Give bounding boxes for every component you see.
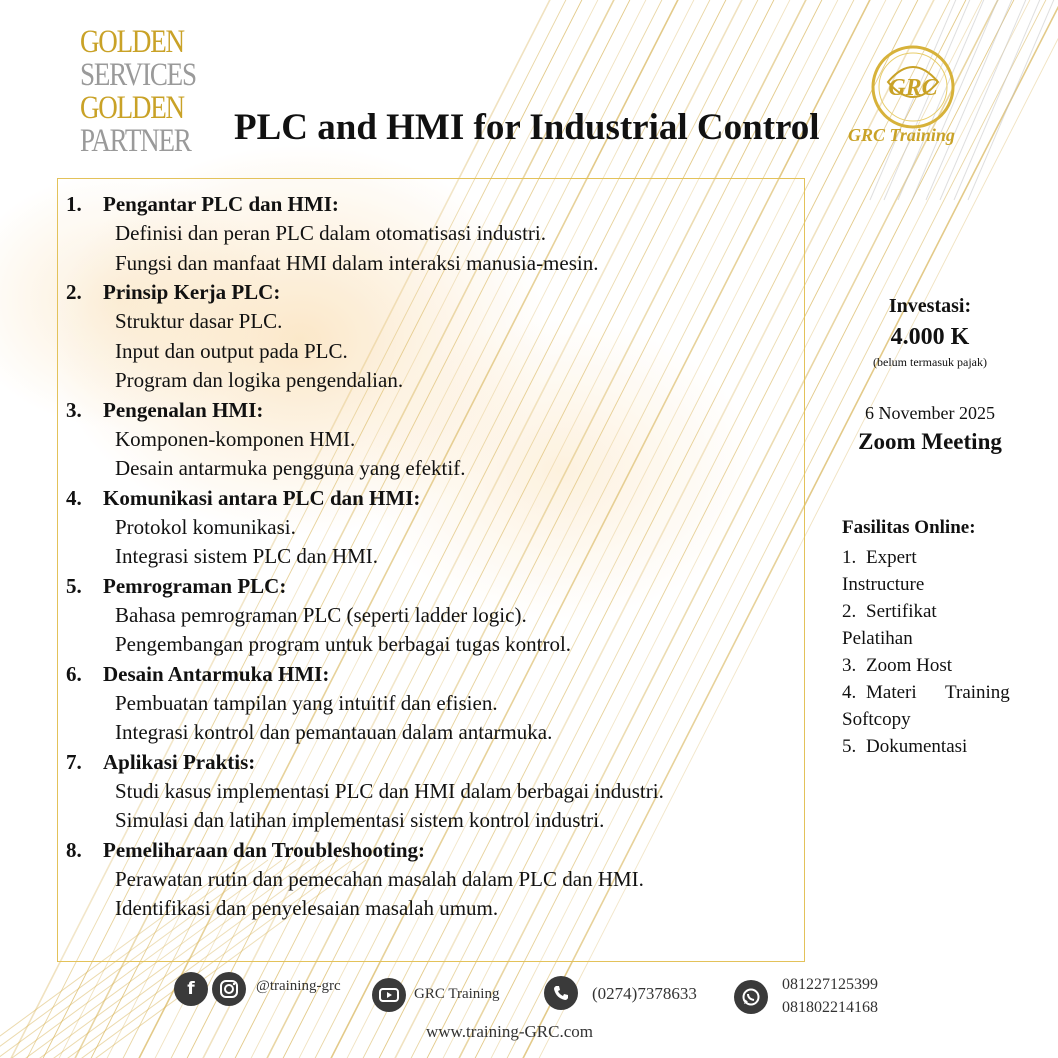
- topic-item: [66, 660, 806, 748]
- topic-number: 3.: [66, 397, 82, 422]
- topic-heading: [66, 396, 806, 425]
- page-title: PLC and HMI for Industrial Control: [234, 107, 820, 148]
- topic-subitem: Integrasi kontrol dan pemantauan dalam antarmuka.: [115, 720, 553, 744]
- topic-number: 6.: [66, 661, 82, 686]
- topic-number: 8.: [66, 837, 82, 862]
- phone-number[interactable]: (0274)7378633: [592, 984, 697, 1003]
- grc-logo-icon: [868, 42, 958, 132]
- topic-subitem: Identifikasi dan penyelesaian masalah umum.: [115, 896, 499, 920]
- topic-subitem: Pembuatan tampilan yang intuitif dan efisien.: [115, 690, 498, 715]
- tax-note: (belum termasuk pajak): [873, 355, 987, 369]
- topic-item: [66, 278, 806, 396]
- event-date: 6 November 2025: [865, 403, 995, 423]
- topic-subitem: Perawatan rutin dan pemecahan masalah dalam PLC dan HMI.: [115, 866, 644, 891]
- brand-line-1: GOLDEN: [80, 24, 184, 60]
- grc-training-label: GRC Training: [848, 125, 955, 145]
- topic-subitem: Definisi dan peran PLC dalam otomatisasi industri.: [115, 221, 547, 245]
- topic-number: 4.: [66, 485, 82, 510]
- facility-item: [842, 652, 1032, 679]
- facilities-list: [842, 544, 1032, 760]
- topic-item: [66, 190, 806, 278]
- brand-line-3: GOLDEN: [80, 90, 184, 126]
- brand-line-2: SERVICES: [80, 57, 196, 93]
- facilities-panel: [842, 514, 1032, 760]
- topic-number: 5.: [66, 573, 82, 598]
- facility-label: Dokumentasi: [866, 736, 968, 757]
- topic-subitem: Fungsi dan manfaat HMI dalam interaksi manusia-mesin.: [115, 250, 599, 275]
- facility-item: [842, 598, 1032, 625]
- topic-heading: [66, 572, 806, 601]
- facility-number: 4.: [842, 682, 857, 703]
- topic-item: [66, 836, 806, 924]
- topic-heading: [66, 484, 806, 513]
- topic-subitem: Bahasa pemrograman PLC (seperti ladder logic).: [115, 602, 527, 627]
- topic-item: [66, 572, 806, 660]
- topic-title: Pemrograman PLC:: [103, 573, 287, 598]
- topic-subitem: Protokol komunikasi.: [115, 514, 296, 539]
- facility-number: 5.: [842, 736, 857, 757]
- topic-number: 1.: [66, 192, 82, 216]
- svg-text:GRC: GRC: [888, 75, 938, 101]
- topic-subitem: Struktur dasar PLC.: [115, 309, 283, 333]
- facility-item: [842, 544, 1032, 571]
- topic-item: [66, 748, 806, 836]
- facility-item: Pelatihan: [842, 628, 913, 649]
- youtube-icon[interactable]: [372, 978, 406, 1012]
- whatsapp-number-1[interactable]: 081227125399: [782, 976, 878, 993]
- event-venue: Zoom Meeting: [858, 429, 1002, 454]
- whatsapp-number-2[interactable]: 081802214168: [782, 999, 878, 1016]
- facility-item: Instructure: [842, 574, 925, 595]
- topic-title: Prinsip Kerja PLC:: [103, 280, 281, 304]
- whatsapp-icon: [734, 980, 768, 1014]
- facility-item: Softcopy: [842, 709, 911, 730]
- topic-title: Desain Antarmuka HMI:: [103, 661, 330, 686]
- facilities-title: Fasilitas Online:: [842, 517, 976, 538]
- investment-label: Investasi:: [888, 295, 972, 317]
- topic-subitem: Integrasi sistem PLC dan HMI.: [115, 544, 379, 568]
- facility-label: Zoom Host: [866, 655, 953, 676]
- topic-heading: [66, 660, 806, 689]
- topic-heading: [66, 748, 806, 777]
- investment-price: 4.000 K: [890, 324, 970, 350]
- facility-label: Expert: [866, 547, 917, 568]
- syllabus-list: [66, 190, 806, 924]
- youtube-channel[interactable]: GRC Training: [414, 986, 500, 1002]
- topic-number: 7.: [66, 749, 82, 774]
- topic-number: 2.: [66, 280, 82, 304]
- website-link[interactable]: www.training-GRC.com: [426, 1022, 593, 1041]
- facility-label: Materi Training: [866, 682, 1010, 703]
- topic-heading: [66, 836, 806, 865]
- topic-subitem: Pengembangan program untuk berbagai tugas kontrol.: [115, 632, 572, 656]
- facility-item: [842, 733, 1032, 760]
- footer: [0, 970, 1058, 1058]
- facility-number: 2.: [842, 601, 857, 622]
- instagram-icon[interactable]: [212, 972, 246, 1006]
- topic-heading: [66, 190, 806, 219]
- topic-subitem: Input dan output pada PLC.: [115, 338, 348, 363]
- topic-title: Aplikasi Praktis:: [103, 749, 256, 774]
- topic-heading: [66, 278, 806, 307]
- topic-title: Pengantar PLC dan HMI:: [103, 192, 339, 216]
- topic-item: [66, 396, 806, 484]
- facility-item: [842, 679, 1032, 706]
- topic-title: Komunikasi antara PLC dan HMI:: [103, 485, 421, 510]
- topic-title: Pengenalan HMI:: [103, 397, 264, 422]
- topic-title: Pemeliharaan dan Troubleshooting:: [103, 837, 426, 862]
- facebook-icon[interactable]: f: [174, 972, 208, 1006]
- topic-subitem: Program dan logika pengendalian.: [115, 368, 404, 392]
- topic-subitem: Studi kasus implementasi PLC dan HMI dalam berbagai industri.: [115, 778, 664, 803]
- topic-subitem: Komponen-komponen HMI.: [115, 426, 356, 451]
- topic-item: [66, 484, 806, 572]
- brand-line-4: PARTNER: [80, 123, 191, 159]
- info-panel: [820, 292, 1040, 458]
- topic-subitem: Simulasi dan latihan implementasi sistem kontrol industri.: [115, 808, 605, 832]
- facility-label: Sertifikat: [866, 601, 937, 622]
- facility-number: 1.: [842, 547, 857, 568]
- phone-icon: [544, 976, 578, 1010]
- social-handle[interactable]: @training-grc: [256, 978, 341, 994]
- topic-subitem: Desain antarmuka pengguna yang efektif.: [115, 456, 466, 480]
- facility-number: 3.: [842, 655, 857, 676]
- golden-services-wordmark: [80, 26, 196, 158]
